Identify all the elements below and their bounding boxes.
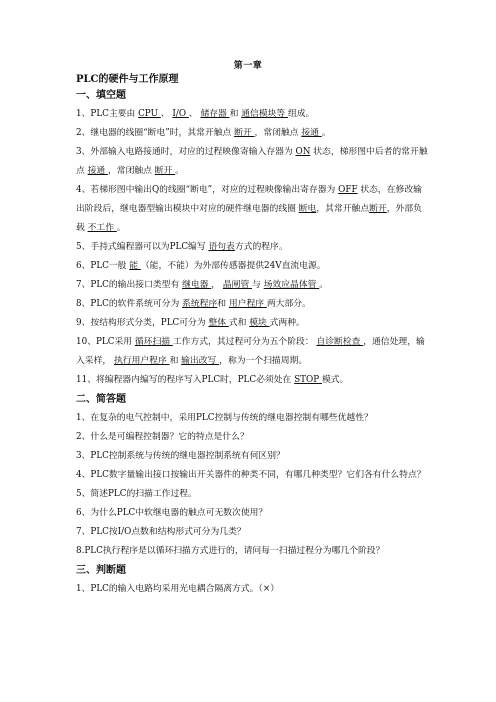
answer-blank: 用户程序 xyxy=(228,299,267,309)
answer-blank: 能 xyxy=(129,261,141,271)
question-text: 5、手持式编程器可以为PLC编写 xyxy=(76,242,209,252)
question-text: 方式的程序。 xyxy=(234,242,288,252)
question-text: 1、PLC的输入电路均采用光电耦合隔离方式。（×） xyxy=(76,584,279,594)
question-text: 状态，梯形图中后者的常开触点 xyxy=(76,147,428,176)
question-item xyxy=(76,523,430,542)
answer-blank: 系统程序 xyxy=(182,299,218,309)
question-text: ，常闭触点 xyxy=(107,166,155,176)
answer-blank: 继电器 xyxy=(182,280,212,290)
question-text: 。 xyxy=(175,166,184,176)
question-item xyxy=(76,314,430,333)
section-heading: 三、判断题 xyxy=(76,565,126,576)
question-text: 4、若梯形图中输出Q的线圈“断电”，对应的过程映像输出寄存器为 xyxy=(76,185,339,195)
answer-blank: 断开 xyxy=(234,128,255,138)
question-text: 。 xyxy=(321,128,331,138)
answer-blank: 断开 xyxy=(369,204,387,214)
question-text: 2、什么是可编程控制器？它的特点是什么？ xyxy=(76,432,249,442)
question-text: ，常闭触点 xyxy=(254,128,302,138)
question-item xyxy=(76,466,430,485)
question-text: （能，不能）为外部传感器提供24V直流电源。 xyxy=(140,261,326,271)
question-text: 2、继电器的线圈“断电”时，其常开触点 xyxy=(76,128,235,138)
answer-blank: 整体 xyxy=(208,318,229,328)
question-text: ，外部负载 xyxy=(76,204,422,233)
answer-blank: 接通 xyxy=(87,166,108,176)
chapter-label: 第一章 xyxy=(233,61,263,71)
question-item xyxy=(76,580,430,599)
question-text: 、 xyxy=(188,109,201,119)
answer-blank: 输出改写 xyxy=(181,356,220,366)
question-item xyxy=(76,542,430,561)
question-text: 、 xyxy=(160,109,173,119)
question-text: 8、PLC的软件系统可分为 xyxy=(76,299,183,309)
answer-blank: 执行用户程序 xyxy=(113,356,170,366)
question-item xyxy=(76,257,430,276)
question-text: 。 xyxy=(116,223,126,233)
question-text: 1、PLC主要由 xyxy=(76,109,139,119)
question-text: 式和 xyxy=(228,318,250,328)
question-text: 状态，在修改输出阶段后，继电器型输出模块中对应的硬件继电器的线圈 xyxy=(76,185,422,214)
answer-blank: OFF xyxy=(338,185,358,195)
answer-blank: 断开 xyxy=(154,166,176,176)
answer-blank: 模块 xyxy=(249,318,270,328)
question-text: 5、简述PLC的扫描工作过程。 xyxy=(76,489,197,499)
question-item xyxy=(76,276,430,295)
question-text: 式两种。 xyxy=(269,318,305,328)
section-heading: 二、简答题 xyxy=(76,394,126,405)
answer-blank: 循环扫描 xyxy=(134,337,173,347)
question-text: 7、PLC的输出接口类型有 xyxy=(76,280,183,290)
question-text: 8.PLC执行程序是以循环扫描方式进行的，请问每一扫描过程分为哪几个阶段？ xyxy=(76,546,385,556)
answer-blank: 晶闸管 xyxy=(222,280,253,290)
answer-blank: 接通 xyxy=(301,128,322,138)
question-text: 1、在复杂的电气控制中，采用PLC控制与传统的继电器控制有哪些优越性？ xyxy=(76,413,373,423)
question-item xyxy=(76,504,430,523)
question-item xyxy=(76,105,430,124)
answer-blank: 断电 xyxy=(298,204,317,214)
question-text: 。 xyxy=(319,280,329,290)
question-item xyxy=(76,143,430,181)
question-text: 3、PLC控制系统与传统的继电器控制系统有何区别？ xyxy=(76,451,285,461)
question-text: 工作方式，其过程可分为五个阶段： xyxy=(172,337,317,347)
answer-blank: 语句表 xyxy=(208,242,235,252)
answer-blank: 自诊断检查 xyxy=(316,337,364,347)
question-text: 组成。 xyxy=(288,109,315,119)
answer-blank: I/O xyxy=(172,109,189,119)
question-item xyxy=(76,447,430,466)
question-item xyxy=(76,485,430,504)
question-text: 4、PLC数字量输出接口按输出开关器件的种类不同，有哪几种类型？它们各有什么特点？ xyxy=(76,470,426,480)
document-title: PLC的硬件与工作原理 xyxy=(76,74,179,85)
answer-blank: STOP xyxy=(294,375,322,385)
question-item xyxy=(76,181,430,238)
question-text: ， xyxy=(211,280,223,290)
question-text: 与 xyxy=(252,280,264,290)
answer-blank: ON xyxy=(295,147,311,157)
question-text: 9、按结构形式分类，PLC可分为 xyxy=(76,318,209,328)
question-text: 11、将编程器内编写的程序写入PLC时，PLC必须处在 xyxy=(76,375,295,385)
question-item xyxy=(76,428,430,447)
question-text: 7、PLC按I/O点数和结构形式可分为几类？ xyxy=(76,527,246,537)
question-item xyxy=(76,409,430,428)
question-text: 6、为什么PLC中软继电器的触点可无数次使用？ xyxy=(76,508,268,518)
question-item xyxy=(76,371,430,390)
question-text: 两大部分。 xyxy=(266,299,311,309)
answer-blank: CPU xyxy=(138,109,161,119)
question-text: 10、PLC采用 xyxy=(76,337,135,347)
question-text: 模式。 xyxy=(321,375,349,385)
question-item xyxy=(76,333,430,371)
question-text: ，称为一个扫描周期。 xyxy=(219,356,308,366)
question-text: 和 xyxy=(229,109,242,119)
answer-blank: 不工作 xyxy=(87,223,117,233)
question-content xyxy=(76,86,430,599)
question-item xyxy=(76,124,430,143)
answer-blank: 场效应晶体管 xyxy=(263,280,320,290)
question-item xyxy=(76,238,430,257)
question-text: ，通信处理，输入采样， xyxy=(76,337,425,366)
question-text: 和 xyxy=(217,299,229,309)
question-text: 和 xyxy=(169,356,182,366)
question-text: 3、外部输入电路接通时，对应的过程映像寄输入存器为 xyxy=(76,147,296,157)
section-heading: 一、填空题 xyxy=(76,90,126,101)
question-text: 6、PLC一般 xyxy=(76,261,130,271)
question-text: ，其常开触点 xyxy=(316,204,370,214)
answer-blank: 储存器 xyxy=(200,109,230,119)
answer-blank: 通信模块等 xyxy=(241,109,288,119)
question-item xyxy=(76,295,430,314)
